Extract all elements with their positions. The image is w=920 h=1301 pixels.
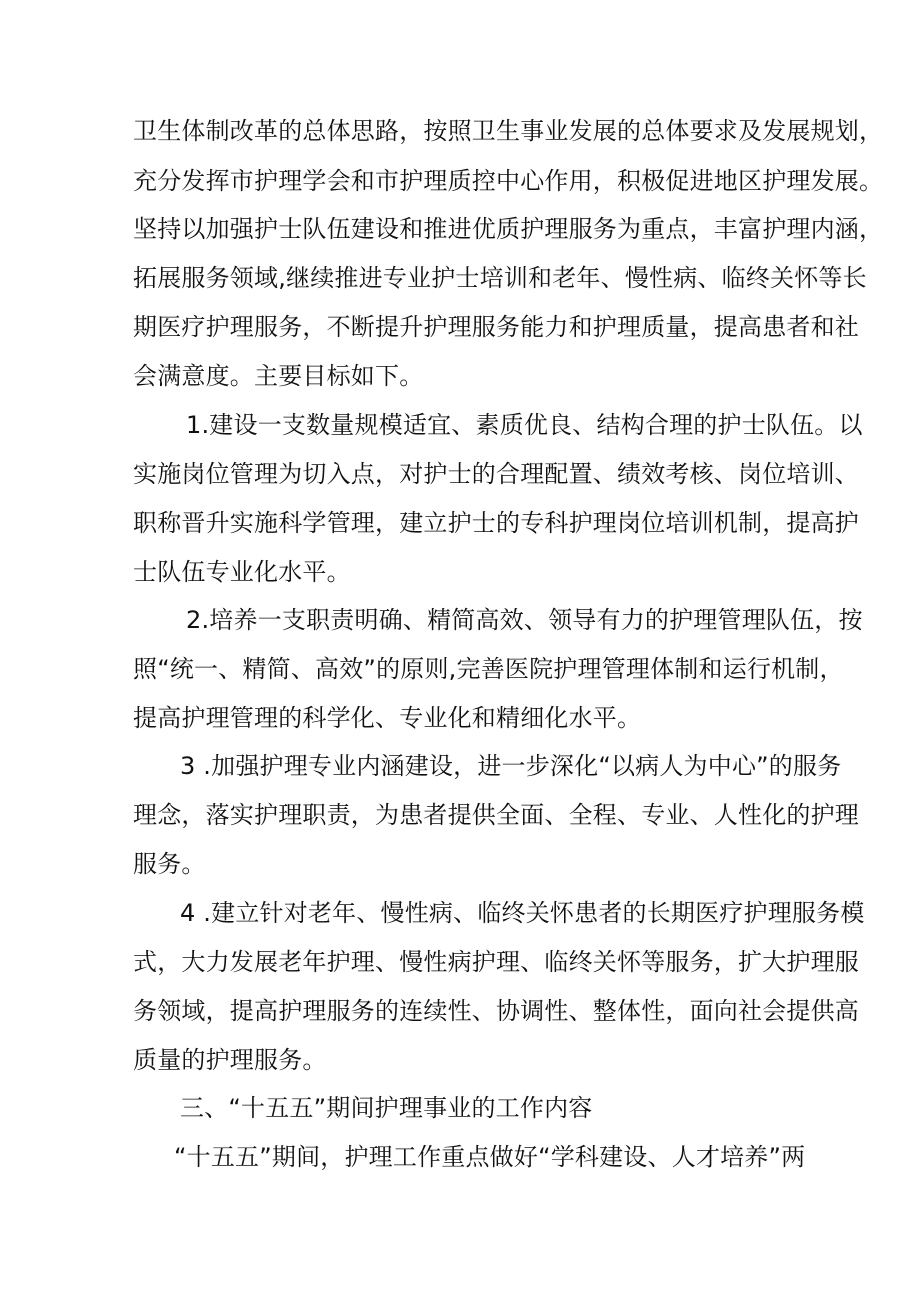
list-item-2-line: 提高护理管理的科学化、专业化和精细化水平。: [133, 704, 642, 732]
body-line: 拓展服务领域,继续推进专业护士培训和老年、慢性病、临终关怀等长: [133, 264, 867, 292]
list-item-4-line: 式，大力发展老年护理、慢性病护理、临终关怀等服务，扩大护理服: [133, 948, 859, 976]
list-item-3-line: 理念，落实护理职责，为患者提供全面、全程、专业、人性化的护理: [133, 801, 859, 829]
list-item-3-line: 服务。: [133, 850, 206, 878]
section-heading: 三、“十五五”期间护理事业的工作内容: [180, 1094, 593, 1122]
body-line: 充分发挥市护理学会和市护理质控中心作用，积极促进地区护理发展。: [133, 167, 884, 195]
list-item-1-line: 1.建设一支数量规模适宜、素质优良、结构合理的护士队伍。以: [186, 411, 863, 439]
body-line: 卫生体制改革的总体思路，按照卫生事业发展的总体要求及发展规划，: [133, 117, 884, 145]
body-line: 会满意度。主要目标如下。: [133, 362, 424, 390]
list-item-1-line: 职称晋升实施科学管理，建立护士的专科护理岗位培训机制，提高护: [133, 509, 859, 537]
list-item-4-line: 质量的护理服务。: [133, 1046, 327, 1074]
body-line: “十五五”期间，护理工作重点做好“学科建设、人才培养”两: [174, 1143, 806, 1171]
list-item-4-line: 4 .建立针对老年、慢性病、临终关怀患者的长期医疗护理服务模: [180, 899, 865, 927]
list-item-2-line: 2.培养一支职责明确、精简高效、领导有力的护理管理队伍，按: [186, 606, 863, 634]
list-item-1-line: 士队伍专业化水平。: [133, 558, 351, 586]
list-item-1-line: 实施岗位管理为切入点，对护士的合理配置、绩效考核、岗位培训、: [133, 460, 859, 488]
list-item-4-line: 务领域，提高护理服务的连续性、协调性、整体性，面向社会提供高: [133, 997, 859, 1025]
body-line: 坚持以加强护士队伍建设和推进优质护理服务为重点，丰富护理内涵，: [133, 215, 884, 243]
body-line: 期医疗护理服务，不断提升护理服务能力和护理质量，提高患者和社: [133, 313, 859, 341]
list-item-3-line: 3 .加强护理专业内涵建设，进一步深化“以病人为中心”的服务: [180, 752, 842, 780]
list-item-2-line: 照“统一、精简、高效”的原则,完善医院护理管理体制和运行机制，: [133, 655, 844, 683]
